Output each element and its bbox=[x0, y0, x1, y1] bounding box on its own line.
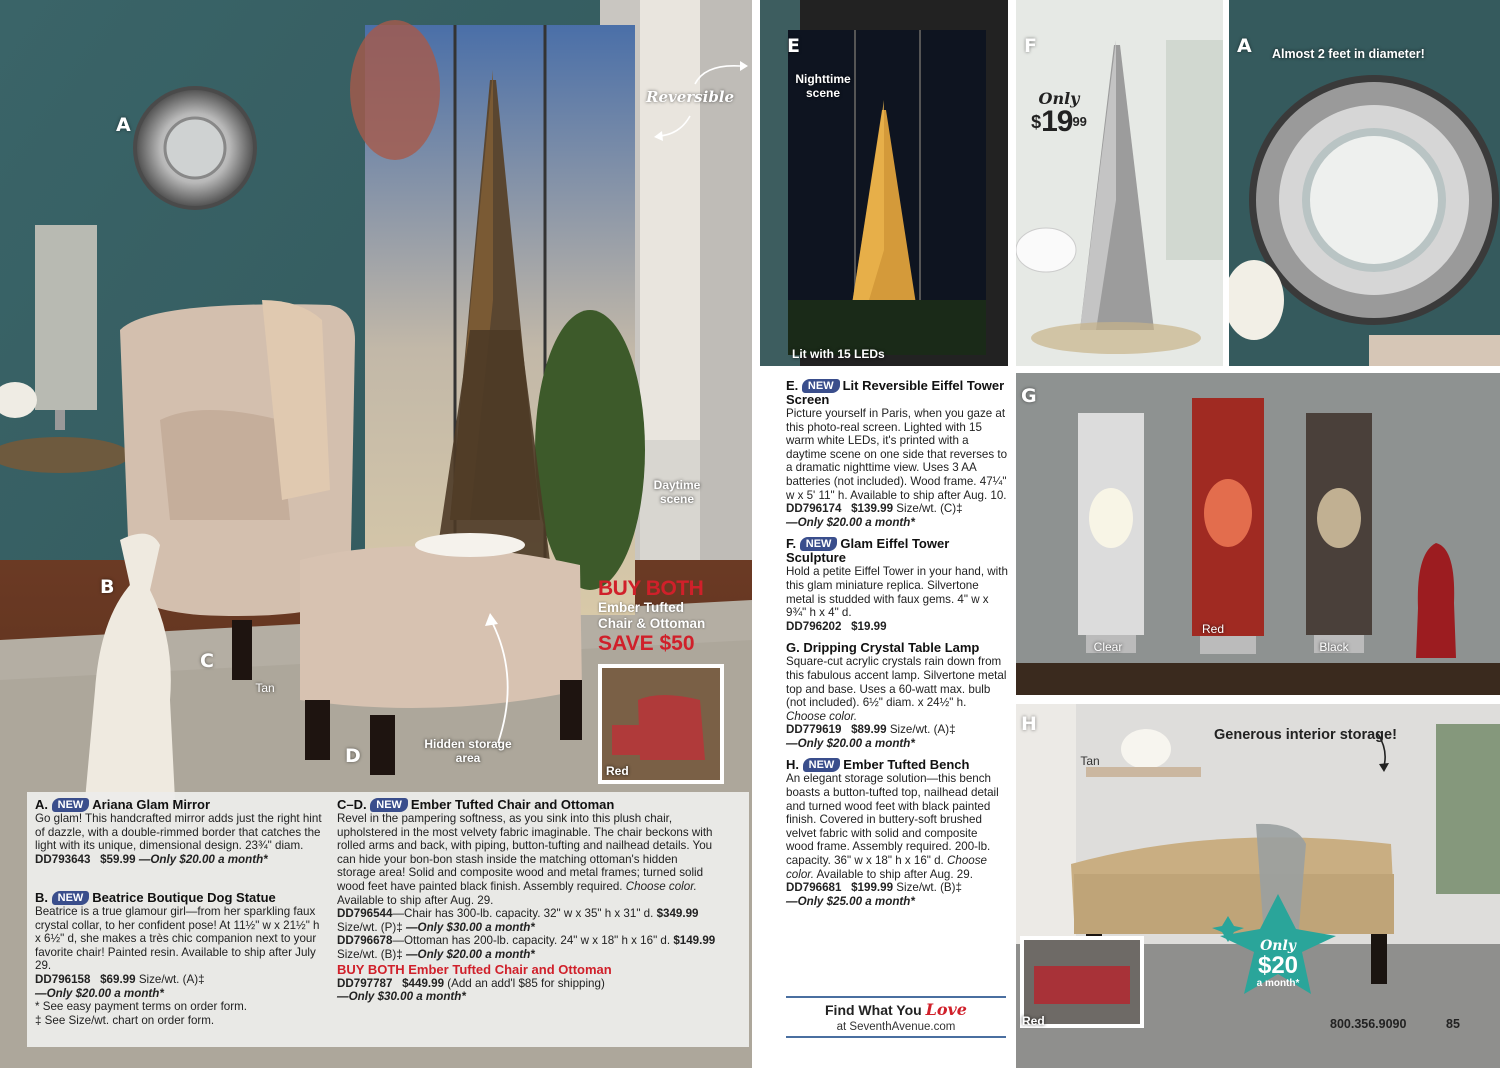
product-h-letter: H. bbox=[786, 757, 799, 773]
storage-arrow bbox=[1372, 730, 1396, 774]
product-f-order-line bbox=[786, 620, 1008, 634]
product-cd-title bbox=[337, 798, 717, 812]
product-g-title bbox=[786, 641, 1008, 655]
product-e-order-line bbox=[786, 502, 1008, 516]
ottoman-sizewt: Size/wt. (B)‡ bbox=[337, 947, 403, 961]
product-g-sku: DD779619 bbox=[786, 723, 842, 737]
product-g-desc-main: Square-cut acrylic crystals rain down from this fabulous accent lamp. Silvertone metal top and base. Uses a 60-watt max. bulb (not included). 6½" diam. x 24½" h. bbox=[786, 655, 1007, 710]
product-f-title bbox=[786, 537, 1008, 565]
product-h-name: Ember Tufted Bench bbox=[843, 757, 970, 773]
page-number: 85 bbox=[1446, 1017, 1460, 1031]
chair-sizewt: Size/wt. (P)‡ bbox=[337, 920, 403, 934]
find-what-you-love-box[interactable] bbox=[786, 996, 1006, 1038]
product-g-order-line bbox=[786, 723, 1008, 737]
buy-both-callout bbox=[598, 578, 728, 656]
product-e-letter: E. bbox=[786, 378, 799, 393]
product-cd-availability: Available to ship after Aug. 29. bbox=[337, 893, 494, 907]
sculpture-price bbox=[1028, 105, 1090, 141]
nighttime-scene-caption: Nighttime scene bbox=[795, 72, 851, 100]
sizewt-chart-note: ‡ See Size/wt. chart on order form. bbox=[35, 1013, 215, 1027]
diameter-note: Almost 2 feet in diameter! bbox=[1272, 47, 1425, 61]
hidden-storage-arrow bbox=[470, 608, 530, 748]
website-link[interactable]: at SeventhAvenue.com bbox=[836, 1021, 956, 1033]
ottoman-monthly: —Only $20.00 a month* bbox=[405, 947, 535, 961]
product-h-monthly: —Only $25.00 a month* bbox=[786, 894, 915, 908]
inset-red-label: Red bbox=[606, 764, 629, 778]
product-h-desc-main: An elegant storage solution—this bench boasts a button-tufted top, nailhead detail and turned wood feet with black painted finish. Covered in buttery-soft brushed velvet fabric with solid and composite wood frame. Assembly required. 200-lb. capacity. 36" w x 18" h x 16" d. bbox=[786, 772, 999, 868]
chair-price: $349.99 bbox=[656, 907, 699, 921]
buy-both-product-name: Ember Tufted Chair & Ottoman bbox=[598, 600, 706, 631]
product-a-sku: DD793643 bbox=[35, 852, 91, 866]
chair-order-line bbox=[337, 907, 717, 934]
save-value: $50 bbox=[659, 632, 695, 655]
storage-note: Generous interior storage! bbox=[1214, 727, 1397, 743]
label-a-mirror: A bbox=[116, 114, 131, 136]
product-e-price: $139.99 bbox=[851, 502, 894, 516]
product-b-order-line bbox=[35, 973, 325, 987]
ottoman-sku: DD796678 bbox=[337, 934, 393, 948]
label-d-ottoman: D bbox=[345, 745, 361, 767]
label-f-sculpture: F bbox=[1024, 35, 1037, 57]
label-g-lamp: G bbox=[1021, 385, 1037, 407]
price-dollar-sign: $ bbox=[1031, 112, 1042, 132]
product-e-desc: Picture yourself in Paris, when you gaze at this photo-real screen. Lighted with 15 warm white LEDs, it's printed with a daytime scene on one side that reverses to a dramatic nighttime view. Uses 3 AA batteries (not included). Wood frame. 47¼" w x 5' 11" h. Available to ship after Aug. 10. bbox=[786, 407, 1008, 502]
chair-sku: DD796544 bbox=[337, 907, 393, 921]
product-g-name: Dripping Crystal Table Lamp bbox=[803, 640, 980, 656]
product-h-price: $199.99 bbox=[851, 881, 894, 895]
chair-monthly: —Only $30.00 a month* bbox=[405, 920, 535, 934]
product-cd-choose: Choose color. bbox=[625, 879, 697, 893]
product-a-monthly: —Only $20.00 a month* bbox=[138, 852, 268, 866]
label-b-dog: B bbox=[100, 576, 115, 598]
product-b-monthly: —Only $20.00 a month* bbox=[35, 986, 164, 1000]
product-b-price: $69.99 bbox=[100, 972, 136, 986]
sculpture-photo bbox=[1016, 0, 1223, 366]
product-e-sizewt: Size/wt. (C)‡ bbox=[896, 502, 963, 516]
product-g-letter: G. bbox=[786, 640, 800, 656]
lit-leds-caption: Lit with 15 LEDs bbox=[792, 347, 885, 361]
product-a-name: Ariana Glam Mirror bbox=[92, 797, 211, 812]
product-e-sku: DD796174 bbox=[786, 502, 842, 516]
save-amount bbox=[598, 632, 728, 656]
product-e-name: Lit Reversible Eiffel Tower Screen bbox=[786, 378, 1005, 407]
lamp-color-black: Black bbox=[1319, 640, 1349, 654]
ottoman-order-line bbox=[337, 934, 717, 961]
new-badge: NEW bbox=[800, 537, 838, 551]
new-badge: NEW bbox=[802, 379, 840, 393]
phone-number: 800.356.9090 bbox=[1330, 1017, 1407, 1031]
product-b-block bbox=[35, 891, 325, 1027]
product-h-sku: DD796681 bbox=[786, 881, 842, 895]
buy-both-order-line bbox=[337, 977, 717, 991]
product-cd-letter: C–D. bbox=[337, 797, 367, 812]
product-h-block bbox=[786, 758, 1008, 908]
product-f-name: Glam Eiffel Tower Sculpture bbox=[786, 536, 950, 566]
product-f-letter: F. bbox=[786, 536, 797, 552]
product-f-desc: Hold a petite Eiffel Tower in your hand, with this glam miniature replica. Silvertone metal is studded with faux gems. 4" w x 9¾" h x 4" d. bbox=[786, 565, 1008, 620]
ottoman-price: $149.99 bbox=[673, 934, 716, 948]
product-h-order-line bbox=[786, 881, 1008, 895]
product-e-block bbox=[786, 379, 1008, 529]
love-script: Love bbox=[925, 1000, 967, 1019]
buy-both-heading: BUY BOTH bbox=[598, 577, 704, 600]
only-label: Only bbox=[1038, 89, 1080, 108]
product-a-desc: Go glam! This handcrafted mirror adds just the right hint of dazzle, with a double-rimmed border that catches the light with its unique, dimensional design. 23¾" diam. bbox=[35, 812, 322, 853]
new-badge: NEW bbox=[52, 891, 90, 905]
product-b-sizewt: Size/wt. (A)‡ bbox=[138, 972, 205, 986]
product-h-availability: Available to ship after Aug. 29. bbox=[816, 867, 973, 881]
new-badge: NEW bbox=[370, 798, 408, 812]
product-e-monthly: —Only $20.00 a month* bbox=[786, 515, 915, 529]
ottoman-desc: —Ottoman has 200-lb. capacity. 24" w x 18" h x 16" d. bbox=[392, 934, 671, 948]
lamp-color-red: Red bbox=[1201, 622, 1224, 636]
product-g-desc bbox=[786, 655, 1008, 723]
save-label: SAVE bbox=[598, 632, 654, 655]
product-g-monthly: —Only $20.00 a month* bbox=[786, 736, 915, 750]
reversible-arrows bbox=[650, 56, 750, 146]
product-b-name: Beatrice Boutique Dog Statue bbox=[92, 890, 276, 905]
find-heading bbox=[786, 1000, 1006, 1020]
product-f-sku: DD796202 bbox=[786, 619, 842, 633]
buy-both-offer-title: BUY BOTH Ember Tufted Chair and Ottoman bbox=[337, 961, 612, 977]
tan-color-label: Tan bbox=[255, 681, 275, 695]
product-cd-desc-main: Revel in the pampering softness, as you sink into this plush chair, upholstered in the most velvety fabric imaginable. The chair beckons with rolled arms and back, with piping, button-tufting and nailhead details. You can hide your bon-bon stash inside the matching ottoman's hidden storage area! Solid and composite wood and metal frames; turned solid wood feet have painted black finish. Assembly required. bbox=[337, 812, 713, 893]
product-e-title bbox=[786, 379, 1008, 407]
product-f-price: $19.99 bbox=[851, 619, 887, 633]
bench-tan-label: Tan bbox=[1080, 754, 1100, 768]
product-h-desc bbox=[786, 772, 1008, 881]
label-e-screen: E bbox=[787, 35, 800, 57]
product-h-choose: Choose color. bbox=[786, 854, 987, 881]
eiffel-sculpture-illustration bbox=[1016, 0, 1223, 366]
sculpture-price-callout bbox=[1028, 90, 1090, 141]
product-h-sizewt: Size/wt. (B)‡ bbox=[896, 881, 962, 895]
daytime-scene-caption: Daytime scene bbox=[653, 478, 701, 506]
badge-only: Only bbox=[1260, 938, 1296, 954]
product-b-sku: DD796158 bbox=[35, 972, 91, 986]
product-cd-block bbox=[337, 798, 717, 1004]
product-b-title bbox=[35, 891, 325, 905]
product-b-desc: Beatrice is a true glamour girl—from her sparkling faux crystal collar, to her confident pose! At 11½" w x 21½" h x 6½" d, she makes a très chic companion next to your favorite chair! Painted resin. Available to ship after July 29. bbox=[35, 905, 320, 973]
product-g-block bbox=[786, 641, 1008, 750]
product-a-title bbox=[35, 798, 325, 812]
product-f-block bbox=[786, 537, 1008, 633]
payment-terms-note: * See easy payment terms on order form. bbox=[35, 1000, 247, 1014]
label-c-chair: C bbox=[200, 650, 214, 672]
find-text: Find What You bbox=[825, 1002, 922, 1018]
product-h-title bbox=[786, 758, 1008, 772]
chair-desc: —Chair has 300-lb. capacity. 32" w x 35" h x 31" d. bbox=[392, 907, 654, 921]
badge-per-month: a month* bbox=[1256, 978, 1300, 989]
product-a-block bbox=[35, 798, 325, 866]
price-cents: 99 bbox=[1072, 114, 1087, 129]
bench-monthly-badge bbox=[1238, 938, 1318, 990]
label-h-bench: H bbox=[1021, 713, 1037, 735]
label-a-mirror-closeup: A bbox=[1237, 35, 1252, 57]
buy-both-shipping-note: (Add an add'l $85 for shipping) bbox=[447, 976, 605, 990]
price-whole: 19 bbox=[1041, 105, 1073, 138]
product-a-order-line bbox=[35, 853, 325, 867]
reversible-callout: Reversible bbox=[646, 88, 735, 106]
buy-both-price: $449.99 bbox=[402, 976, 445, 990]
right-column-text bbox=[786, 379, 1008, 916]
product-cd-desc bbox=[337, 812, 717, 907]
product-g-sizewt: Size/wt. (A)‡ bbox=[889, 723, 956, 737]
new-badge: NEW bbox=[52, 798, 90, 812]
product-g-choose: Choose color. bbox=[786, 709, 858, 723]
new-badge: NEW bbox=[803, 758, 841, 772]
product-g-price: $89.99 bbox=[851, 723, 887, 737]
product-a-price: $59.99 bbox=[100, 852, 136, 866]
lamp-color-clear: Clear bbox=[1093, 640, 1123, 654]
buy-both-sku: DD797787 bbox=[337, 976, 393, 990]
hidden-storage-caption: Hidden storage area bbox=[424, 737, 512, 765]
buy-both-monthly: —Only $30.00 a month* bbox=[337, 990, 466, 1004]
product-a-letter: A. bbox=[35, 797, 48, 812]
badge-price: $20 bbox=[1257, 952, 1299, 979]
bench-inset-red-label: Red bbox=[1022, 1014, 1045, 1028]
product-b-letter: B. bbox=[35, 890, 48, 905]
product-cd-name: Ember Tufted Chair and Ottoman bbox=[410, 797, 615, 812]
